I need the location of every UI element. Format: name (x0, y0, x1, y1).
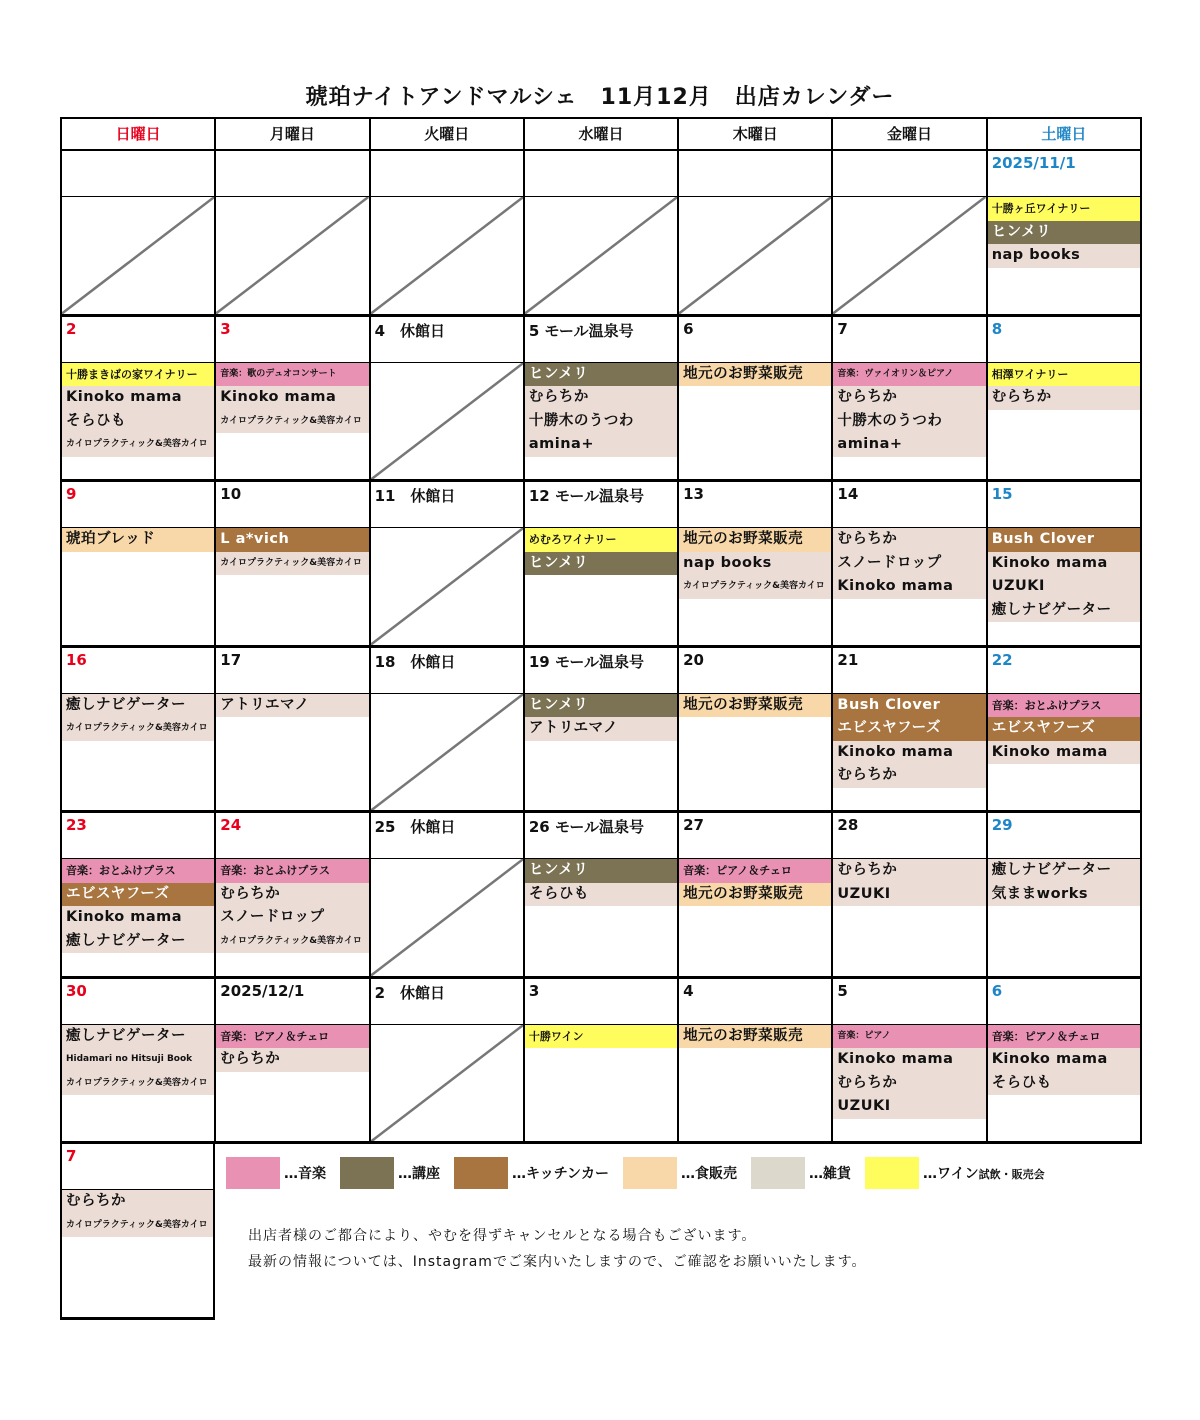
day-date: 24 (216, 813, 368, 859)
vendor-entry: アトリエマノ (216, 694, 368, 718)
weekday-monday: 月曜日 (216, 119, 370, 149)
legend-item (623, 1157, 737, 1189)
vendor-entry: そらひも (525, 883, 677, 907)
day-items (62, 1025, 214, 1096)
vendor-entry: nap books (679, 552, 831, 576)
vendor-entry: Bush Clover (833, 694, 985, 718)
vendor-entry: 十勝まきばの家ワイナリー (62, 363, 214, 387)
vendor-entry: 地元のお野菜販売 (679, 528, 831, 552)
closed-slash (371, 1025, 523, 1142)
day-items (62, 528, 214, 552)
day-items (833, 528, 985, 599)
day-cell (216, 813, 370, 979)
day-cell (60, 151, 216, 317)
day-cell (60, 813, 216, 979)
legend-label: …キッチンカー (512, 1166, 610, 1182)
day-date: 28 (833, 813, 985, 859)
week-row (60, 1144, 215, 1320)
vendor-entry: Kinoko mama (833, 1048, 985, 1072)
vendor-entry: 音楽：おとふけプラス (216, 859, 368, 883)
vendor-entry: アトリエマノ (525, 717, 677, 741)
day-date: 13 (679, 482, 831, 528)
vendor-entry: スノードロップ (216, 906, 368, 930)
legend (226, 1157, 1059, 1189)
day-date: 6 (988, 979, 1140, 1025)
vendor-entry: Kinoko mama (833, 741, 985, 765)
day-cell (988, 482, 1142, 648)
weekday-thursday: 木曜日 (679, 119, 833, 149)
vendor-entry: むらちか (833, 386, 985, 410)
day-cell (525, 482, 679, 648)
legend-item (226, 1157, 326, 1189)
vendor-entry: むらちか (62, 1190, 213, 1214)
vendor-entry: そらひも (62, 410, 214, 434)
week-row (60, 648, 1142, 814)
day-date: 3 (525, 979, 677, 1025)
weekday-sunday: 日曜日 (62, 119, 216, 149)
closed-slash (216, 197, 368, 314)
legend-swatch (623, 1157, 677, 1189)
day-items (216, 363, 368, 434)
day-items (62, 363, 214, 457)
day-cell (60, 979, 216, 1145)
vendor-entry: Kinoko mama (62, 906, 214, 930)
day-items (833, 694, 985, 788)
vendor-entry: UZUKI (833, 883, 985, 907)
day-date: 14 (833, 482, 985, 528)
vendor-entry: 地元のお野菜販売 (679, 1025, 831, 1049)
vendor-entry: 音楽：ピアノ (833, 1025, 985, 1049)
day-date: 5 モール温泉号 (525, 317, 677, 363)
day-date (371, 151, 523, 197)
day-cell (525, 813, 679, 979)
day-items (679, 528, 831, 599)
day-date: 7 (62, 1144, 213, 1190)
day-cell (371, 317, 525, 483)
vendor-entry: 癒しナビゲーター (988, 599, 1140, 623)
day-items (679, 694, 831, 718)
day-cell (525, 648, 679, 814)
vendor-entry: むらちか (833, 859, 985, 883)
day-cell (988, 979, 1142, 1145)
day-cell (216, 979, 370, 1145)
vendor-entry: ヒンメリ (525, 694, 677, 718)
day-date: 2 休館日 (371, 979, 523, 1025)
vendor-entry: カイロプラクティック&美容カイロ (216, 552, 368, 576)
day-date: 7 (833, 317, 985, 363)
day-cell (679, 317, 833, 483)
day-date: 2 (62, 317, 214, 363)
day-cell (988, 648, 1142, 814)
day-cell (833, 813, 987, 979)
day-date: 4 (679, 979, 831, 1025)
day-cell (833, 151, 987, 317)
week-row (60, 482, 1142, 648)
legend-label: …講座 (398, 1166, 440, 1182)
vendor-entry: 地元のお野菜販売 (679, 363, 831, 387)
day-date: 2025/12/1 (216, 979, 368, 1025)
vendor-entry: 十勝ワイン (525, 1025, 677, 1049)
legend-label: …ワイン試飲・販売会 (923, 1166, 1045, 1182)
closed-slash (371, 528, 523, 645)
legend-suffix: 試飲・販売会 (978, 1168, 1045, 1181)
vendor-entry: 音楽：ヴァイオリン＆ピアノ (833, 363, 985, 387)
day-date: 18 休館日 (371, 648, 523, 694)
vendor-entry: 相澤ワイナリー (988, 363, 1140, 387)
day-cell (216, 151, 370, 317)
day-cell (679, 482, 833, 648)
week-row (60, 979, 1142, 1145)
vendor-entry: 音楽：おとふけプラス (62, 859, 214, 883)
vendor-entry: amina+ (525, 433, 677, 457)
day-cell (679, 813, 833, 979)
day-date: 8 (988, 317, 1140, 363)
vendor-entry: Kinoko mama (988, 1048, 1140, 1072)
day-cell (371, 813, 525, 979)
day-date: 22 (988, 648, 1140, 694)
legend-item (751, 1157, 851, 1189)
day-items (988, 859, 1140, 906)
legend-item (340, 1157, 440, 1189)
day-cell (525, 151, 679, 317)
day-date: 15 (988, 482, 1140, 528)
vendor-entry: カイロプラクティック&美容カイロ (62, 1072, 214, 1096)
vendor-entry: Kinoko mama (216, 386, 368, 410)
vendor-entry: L a*vich (216, 528, 368, 552)
legend-swatch (454, 1157, 508, 1189)
legend-swatch (865, 1157, 919, 1189)
vendor-entry: 音楽：おとふけプラス (988, 694, 1140, 718)
day-items (988, 1025, 1140, 1096)
day-cell (833, 317, 987, 483)
day-cell (988, 151, 1142, 317)
vendor-entry: カイロプラクティック&美容カイロ (62, 1214, 213, 1238)
day-items (525, 859, 677, 906)
page-title: 琥珀ナイトアンドマルシェ 11月12月 出店カレンダー (305, 85, 895, 110)
day-cell (679, 979, 833, 1145)
weekday-wednesday: 水曜日 (525, 119, 679, 149)
legend-swatch (226, 1157, 280, 1189)
vendor-entry: Bush Clover (988, 528, 1140, 552)
day-cell (988, 317, 1142, 483)
vendor-entry: むらちか (216, 1048, 368, 1072)
vendor-entry: Kinoko mama (62, 386, 214, 410)
day-items (216, 1025, 368, 1072)
day-date (679, 151, 831, 197)
day-items (988, 528, 1140, 622)
vendor-entry: めむろワイナリー (525, 528, 677, 552)
legend-label: …食販売 (681, 1166, 738, 1182)
day-items (988, 197, 1140, 268)
day-date: 6 (679, 317, 831, 363)
day-date: 12 モール温泉号 (525, 482, 677, 528)
notice-line-2: 最新の情報については、Instagramでご案内いたしますので、ご確認をお願いいたします。 (248, 1254, 867, 1270)
vendor-entry: 地元のお野菜販売 (679, 883, 831, 907)
day-date: 2025/11/1 (988, 151, 1140, 197)
day-date (525, 151, 677, 197)
day-cell (988, 813, 1142, 979)
vendor-entry: 十勝木のうつわ (525, 410, 677, 434)
day-date: 29 (988, 813, 1140, 859)
day-cell (525, 317, 679, 483)
day-items (525, 363, 677, 457)
day-date: 5 (833, 979, 985, 1025)
day-cell (60, 482, 216, 648)
vendor-entry: Kinoko mama (988, 552, 1140, 576)
vendor-entry: エビスヤフーズ (62, 883, 214, 907)
day-date (62, 151, 214, 197)
day-date: 16 (62, 648, 214, 694)
closed-slash (679, 197, 831, 314)
vendor-entry: ヒンメリ (988, 221, 1140, 245)
vendor-entry: nap books (988, 244, 1140, 268)
vendor-entry: カイロプラクティック&美容カイロ (216, 410, 368, 434)
day-items (833, 1025, 985, 1119)
day-items (679, 859, 831, 906)
vendor-entry: 十勝ヶ丘ワイナリー (988, 197, 1140, 221)
vendor-entry: エビスヤフーズ (833, 717, 985, 741)
day-items (62, 1190, 213, 1237)
day-cell (679, 151, 833, 317)
week-row (60, 151, 1142, 317)
day-cell (216, 317, 370, 483)
week-row (60, 813, 1142, 979)
day-items (679, 1025, 831, 1049)
vendor-entry: スノードロップ (833, 552, 985, 576)
day-items (679, 363, 831, 387)
vendor-entry: Kinoko mama (988, 741, 1140, 765)
day-items (833, 859, 985, 906)
vendor-entry: 音楽：ピアノ＆チェロ (988, 1025, 1140, 1049)
vendor-entry: ヒンメリ (525, 859, 677, 883)
weekday-saturday: 土曜日 (1041, 125, 1087, 143)
vendor-entry: カイロプラクティック&美容カイロ (62, 717, 214, 741)
closed-slash (371, 694, 523, 811)
vendor-entry: UZUKI (988, 575, 1140, 599)
day-date: 10 (216, 482, 368, 528)
day-cell (216, 482, 370, 648)
day-items (833, 363, 985, 457)
day-cell (216, 648, 370, 814)
legend-item (865, 1157, 1045, 1189)
vendor-entry: 癒しナビゲーター (62, 930, 214, 954)
vendor-entry: 十勝木のうつわ (833, 410, 985, 434)
day-cell (833, 482, 987, 648)
week-row (60, 317, 1142, 483)
weekday-tuesday: 火曜日 (371, 119, 525, 149)
vendor-entry: むらちか (525, 386, 677, 410)
day-items (988, 694, 1140, 765)
day-items (525, 694, 677, 741)
day-cell (60, 648, 216, 814)
closed-slash (62, 197, 214, 314)
day-items (216, 859, 368, 953)
legend-swatch (340, 1157, 394, 1189)
weekday-header (60, 117, 1142, 151)
closed-slash (371, 363, 523, 480)
day-date (833, 151, 985, 197)
day-items (216, 528, 368, 575)
vendor-entry: 癒しナビゲーター (62, 694, 214, 718)
vendor-entry: Hidamari no Hitsuji Book (62, 1048, 214, 1072)
vendor-entry: 癒しナビゲーター (62, 1025, 214, 1049)
day-date: 25 休館日 (371, 813, 523, 859)
day-items (62, 694, 214, 741)
vendor-entry: エビスヤフーズ (988, 717, 1140, 741)
day-date: 11 休館日 (371, 482, 523, 528)
vendor-entry: 音楽：ピアノ＆チェロ (216, 1025, 368, 1049)
vendor-entry: むらちか (988, 386, 1140, 410)
day-cell (525, 979, 679, 1145)
closed-slash (525, 197, 677, 314)
vendor-entry: カイロプラクティック&美容カイロ (679, 575, 831, 599)
vendor-entry: そらひも (988, 1072, 1140, 1096)
day-date: 21 (833, 648, 985, 694)
closed-slash (833, 197, 985, 314)
legend-swatch (751, 1157, 805, 1189)
day-date: 30 (62, 979, 214, 1025)
vendor-entry: 気ままworks (988, 883, 1140, 907)
day-items (62, 859, 214, 953)
vendor-entry: むらちか (833, 1072, 985, 1096)
vendor-entry: カイロプラクティック&美容カイロ (62, 433, 214, 457)
vendor-entry: 音楽：ピアノ＆チェロ (679, 859, 831, 883)
vendor-entry: amina+ (833, 433, 985, 457)
notice-line-1: 出店者様のご都合により、やむを得ずキャンセルとなる場合もございます。 (248, 1228, 757, 1244)
day-cell (371, 648, 525, 814)
vendor-entry: カイロプラクティック&美容カイロ (216, 930, 368, 954)
closed-slash (371, 859, 523, 976)
vendor-entry: むらちか (833, 764, 985, 788)
closed-slash (371, 197, 523, 314)
legend-label: …雑貨 (809, 1166, 852, 1182)
day-date: 23 (62, 813, 214, 859)
vendor-entry: 音楽：歌のデュオコンサート (216, 363, 368, 387)
vendor-entry: UZUKI (833, 1095, 985, 1119)
day-date: 20 (679, 648, 831, 694)
day-date: 4 休館日 (371, 317, 523, 363)
day-cell (679, 648, 833, 814)
day-date: 3 (216, 317, 368, 363)
day-cell (60, 1144, 215, 1320)
day-cell (371, 482, 525, 648)
day-items (988, 363, 1140, 410)
day-date (216, 151, 368, 197)
day-date: 27 (679, 813, 831, 859)
vendor-entry: 地元のお野菜販売 (679, 694, 831, 718)
day-date: 9 (62, 482, 214, 528)
vendor-entry: ヒンメリ (525, 552, 677, 576)
vendor-entry: むらちか (216, 883, 368, 907)
vendor-entry: Kinoko mama (833, 575, 985, 599)
vendor-entry: ヒンメリ (525, 363, 677, 387)
day-cell (833, 648, 987, 814)
day-cell (833, 979, 987, 1145)
day-date: 26 モール温泉号 (525, 813, 677, 859)
weekday-friday: 金曜日 (833, 119, 987, 149)
day-cell (371, 979, 525, 1145)
day-cell (60, 317, 216, 483)
day-items (216, 694, 368, 718)
day-cell (371, 151, 525, 317)
day-date: 19 モール温泉号 (525, 648, 677, 694)
vendor-entry: 琥珀ブレッド (62, 528, 214, 552)
vendor-entry: 癒しナビゲーター (988, 859, 1140, 883)
day-items (525, 528, 677, 575)
day-items (525, 1025, 677, 1049)
legend-label: …音楽 (284, 1166, 326, 1182)
day-date: 17 (216, 648, 368, 694)
legend-item (454, 1157, 609, 1189)
vendor-entry: むらちか (833, 528, 985, 552)
